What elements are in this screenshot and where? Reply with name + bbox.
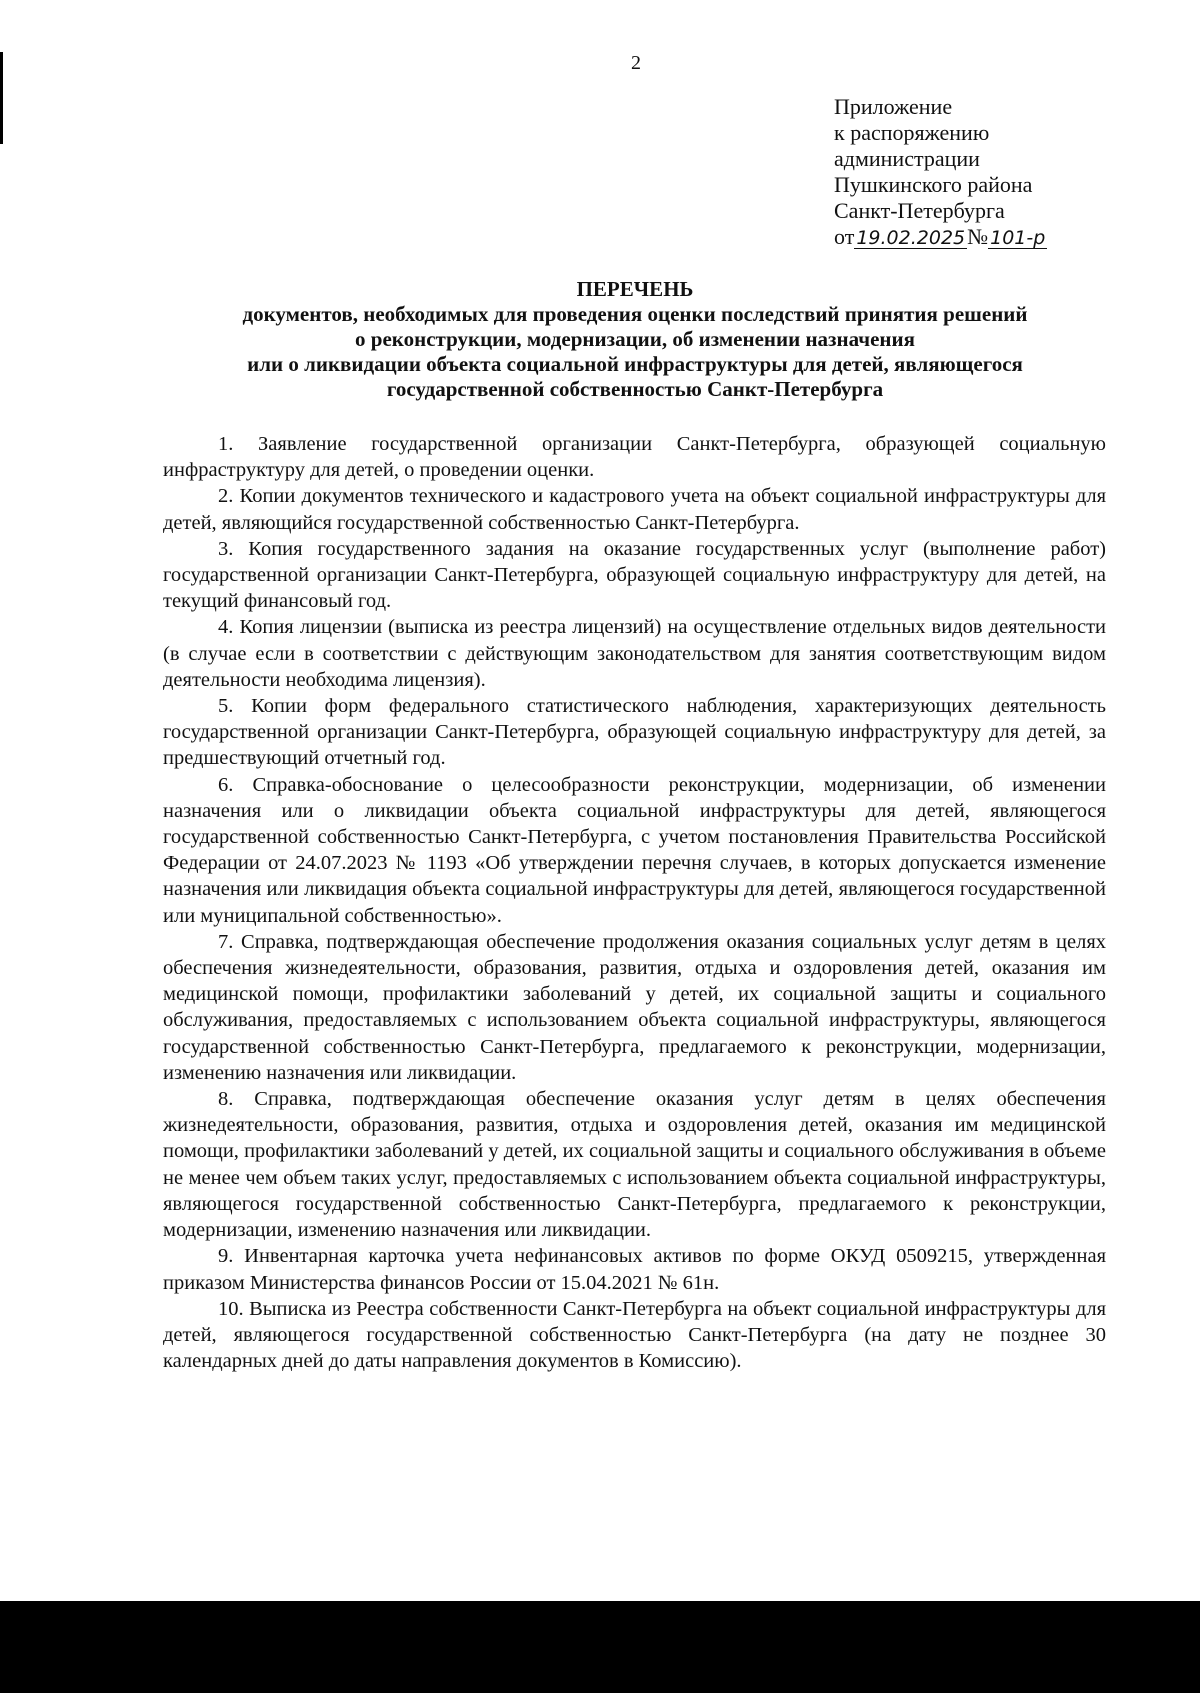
list-item: 8. Справка, подтверждающая обеспечение оказания услуг детям в целях обеспечения жизнедеятельности, образования, развития, отдыха и оздоровления детей, оказания им медицинской помощи, профилактики заболеваний у детей, их социальной защиты и социального обслуживания в объеме не менее чем объем таких услуг, предоставляемых с использованием объекта социальной инфраструктуры, являющегося государственной собственностью Санкт-Петербурга, предлагаемого к реконструкции, модернизации, изменению назначения или ликвидации.	[163, 1088, 1106, 1242]
list-item: 3. Копия государственного задания на оказание государственных услуг (выполнение работ) государственной организации Санкт-Петербурга, образующей социальную инфраструктуру для детей, на текущий финансовый год.	[163, 537, 1106, 613]
list-item: 10. Выписка из Реестра собственности Санкт-Петербурга на объект социальной инфраструктуры для детей, являющегося государственной собственностью Санкт-Петербурга (на дату не позднее 30 календарных дней до даты направления документов в Комиссию).	[163, 1297, 1106, 1373]
number-sign: №	[967, 224, 989, 249]
title-subtitle-line: государственной собственностью Санкт-Петербурга	[386, 377, 884, 401]
appendix-line: Санкт-Петербурга	[834, 198, 1005, 223]
appendix-block	[834, 94, 1047, 250]
order-date: 19.02.2025	[856, 227, 966, 249]
document-title	[140, 277, 1130, 402]
list-item: 4. Копия лицензии (выписка из реестра лицензий) на осуществление отдельных видов деятельности (в случае если в соответствии с действующим законодательством для занятия соответствующим видом деятельности необходима лицензия).	[163, 616, 1106, 691]
date-prefix: от	[834, 224, 855, 249]
appendix-line: к распоряжению	[834, 120, 990, 145]
appendix-line: Приложение	[834, 94, 953, 119]
appendix-line: администрации	[834, 146, 980, 171]
page-number: 2	[631, 52, 641, 74]
list-item: 1. Заявление государственной организации Санкт-Петербурга, образующей социальную инфраструктуру для детей, о проведении оценки.	[163, 433, 1106, 482]
title-heading: ПЕРЕЧЕНЬ	[576, 277, 694, 301]
list-item: 9. Инвентарная карточка учета нефинансовых активов по форме ОКУД 0509215, утвержденная приказом Министерства финансов России от 15.04.2021 № 61н.	[163, 1245, 1106, 1294]
appendix-line: Пушкинского района	[834, 172, 1033, 197]
title-subtitle-line: о реконструкции, модернизации, об изменении назначения	[355, 327, 915, 351]
order-date-number	[834, 224, 1047, 250]
title-subtitle-line: документов, необходимых для проведения оценки последствий принятия решений	[242, 302, 1028, 326]
list-item: 7. Справка, подтверждающая обеспечение продолжения оказания социальных услуг детям в целях обеспечения жизнедеятельности, образования, развития, отдыха и оздоровления детей, оказания им медицинской помощи, профилактики заболеваний у детей, их социальной защиты и социального обслуживания, предоставляемых с использованием объекта социальной инфраструктуры, являющегося государственной собственностью Санкт-Петербурга, предлагаемого к реконструкции, модернизации, изменению назначения или ликвидации.	[163, 930, 1106, 1084]
list-item: 2. Копии документов технического и кадастрового учета на объект социальной инфраструктуры для детей, являющийся государственной собственностью Санкт-Петербурга.	[163, 485, 1106, 534]
scan-bottom-edge	[0, 1601, 1200, 1693]
document-list	[163, 431, 1106, 1374]
list-item: 5. Копии форм федерального статистического наблюдения, характеризующих деятельность государственной организации Санкт-Петербурга, образующей социальную инфраструктуру для детей, за предшествующий отчетный год.	[163, 695, 1106, 770]
list-item: 6. Справка-обоснование о целесообразности реконструкции, модернизации, об изменении назначения или о ликвидации объекта социальной инфраструктуры для детей, являющегося государственной собственностью Санкт-Петербурга, с учетом постановления Правительства Российской Федерации от 24.07.2023 № 1193 «Об утверждении перечня случаев, в которых допускается изменение назначения или ликвидация объекта социальной инфраструктуры для детей, являющегося государственной или муниципальной собственностью».	[163, 773, 1106, 927]
title-subtitle-line: или о ликвидации объекта социальной инфраструктуры для детей, являющегося	[247, 352, 1023, 376]
order-number: 101-р	[990, 227, 1046, 249]
